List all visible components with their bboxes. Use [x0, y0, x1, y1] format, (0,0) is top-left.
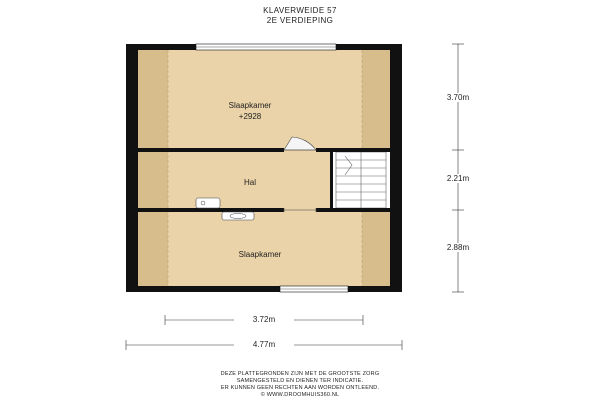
disclaimer-line-3: ER KUNNEN GEEN RECHTEN AAN WORDEN ONTLEEND. [220, 385, 380, 391]
address-title: KLAVERWEIDE 57 [263, 6, 337, 15]
disclaimer-line-4: © WWW.DROOMHUIS360.NL [260, 392, 340, 398]
dim-hal: 2.21m [438, 174, 478, 183]
room-label-bottom: Slaapkamer [238, 250, 282, 259]
slope-left [138, 50, 168, 286]
window-top [196, 44, 336, 50]
room-label-top: Slaapkamer [228, 101, 272, 110]
slope-right-bottom [362, 210, 390, 286]
disclaimer-line-1: DEZE PLATTEGRONDEN ZIJN MET DE GROOTSTE ZORG [220, 371, 380, 377]
dim-top-room: 3.70m [438, 93, 478, 102]
vertical-dimension [452, 44, 464, 292]
room-label-hal: Hal [243, 178, 256, 187]
floor-title: 2E VERDIEPING [266, 16, 334, 25]
room-elevation-top: +2928 [238, 112, 262, 121]
disclaimer-line-2: SAMENGESTELD EN DIENEN TER INDICATIE. [236, 378, 364, 384]
boiler-unit [196, 198, 220, 208]
dim-bottom-room: 2.88m [438, 243, 478, 252]
washbasin [222, 212, 254, 220]
slope-right-top [362, 50, 390, 150]
dim-outer-width: 4.77m [234, 340, 294, 349]
dim-inner-width: 3.72m [234, 315, 294, 324]
window-bottom [280, 286, 348, 292]
